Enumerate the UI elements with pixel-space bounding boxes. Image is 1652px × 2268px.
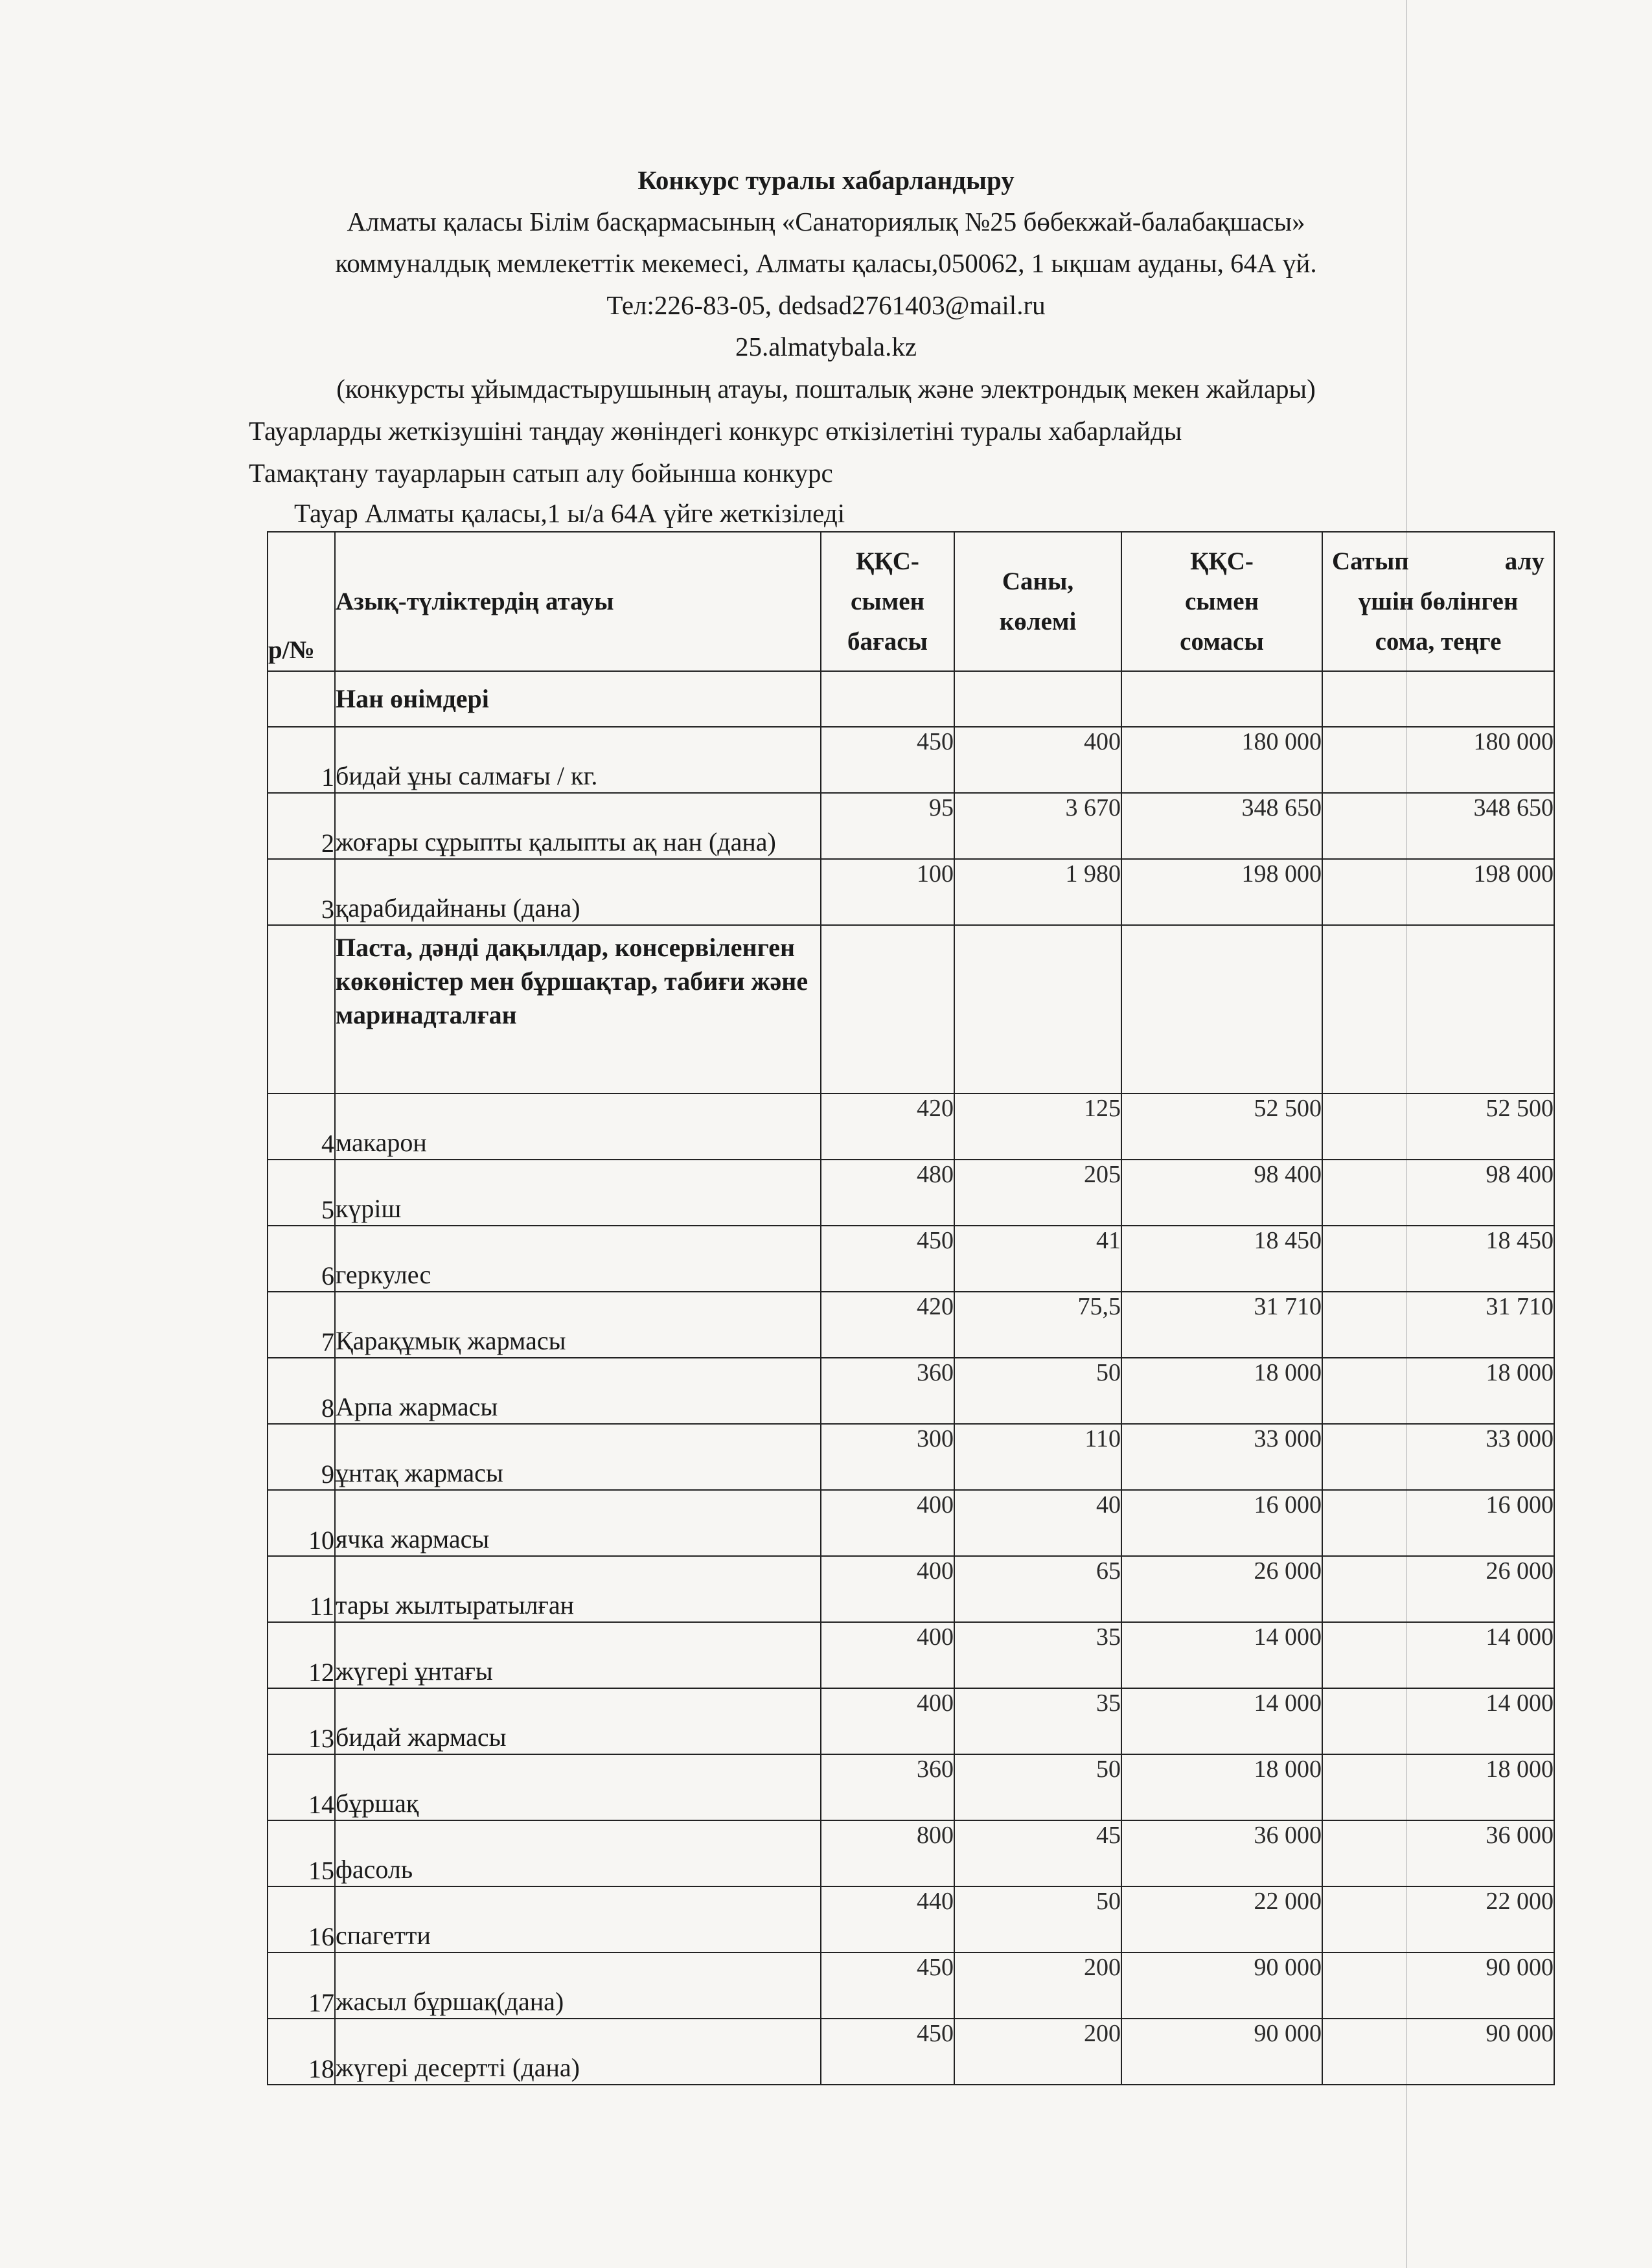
- row-allocated: 22 000: [1322, 1886, 1554, 1953]
- row-sum: 52 500: [1121, 1094, 1322, 1160]
- row-quantity: 41: [954, 1226, 1121, 1292]
- table-row: [268, 1688, 1554, 1754]
- table-row: [268, 2019, 1554, 2085]
- row-price: 400: [821, 1490, 954, 1556]
- row-number: 9: [268, 1424, 335, 1490]
- row-sum: 14 000: [1121, 1688, 1322, 1754]
- row-item-name: жасыл бұршақ(дана): [335, 1953, 821, 2019]
- row-number: 4: [268, 1094, 335, 1160]
- row-item-name: күріш: [335, 1160, 821, 1226]
- group-empty-cell: [1121, 671, 1322, 727]
- row-item-name: тары жылтыратылған: [335, 1556, 821, 1622]
- header-price-l2: сымен: [850, 587, 925, 615]
- row-number: 15: [268, 1820, 335, 1886]
- row-allocated: 14 000: [1322, 1688, 1554, 1754]
- table-row: [268, 1358, 1554, 1424]
- row-price: 800: [821, 1820, 954, 1886]
- table-row: [268, 793, 1554, 859]
- row-quantity: 3 670: [954, 793, 1121, 859]
- row-number: 2: [268, 793, 335, 859]
- group-empty-cell: [1322, 925, 1554, 1094]
- row-item-name: Қарақұмық жармасы: [335, 1292, 821, 1358]
- row-price: 95: [821, 793, 954, 859]
- row-price: 360: [821, 1754, 954, 1820]
- table-row: [268, 1953, 1554, 2019]
- row-price: 450: [821, 2019, 954, 2085]
- group-row: [268, 671, 1554, 727]
- row-quantity: 400: [954, 727, 1121, 793]
- header-alloc-l2: үшін бөлінген: [1358, 587, 1519, 615]
- header-alloc-l1a: Сатып: [1332, 547, 1409, 575]
- row-sum: 16 000: [1121, 1490, 1322, 1556]
- row-quantity: 45: [954, 1820, 1121, 1886]
- group-empty-cell: [954, 925, 1121, 1094]
- row-allocated: 98 400: [1322, 1160, 1554, 1226]
- row-number: 1: [268, 727, 335, 793]
- row-number: 13: [268, 1688, 335, 1754]
- row-price: 400: [821, 1622, 954, 1688]
- header-sum-l3: сомасы: [1180, 627, 1264, 656]
- group-heading: Паста, дәнді дақылдар, консервіленген көкөністер мен бұршақтар, табиғи және маринадталған: [335, 925, 821, 1094]
- group-num-cell: [268, 925, 335, 1094]
- row-number: 7: [268, 1292, 335, 1358]
- table-row: [268, 1160, 1554, 1226]
- header-num: р/№: [268, 532, 335, 671]
- row-sum: 14 000: [1121, 1622, 1322, 1688]
- row-sum: 26 000: [1121, 1556, 1322, 1622]
- group-empty-cell: [1322, 671, 1554, 727]
- header-price: [821, 532, 954, 671]
- row-number: 18: [268, 2019, 335, 2085]
- row-allocated: 18 450: [1322, 1226, 1554, 1292]
- website-line: 25.almatybala.kz: [735, 332, 917, 361]
- row-item-name: фасоль: [335, 1820, 821, 1886]
- group-empty-cell: [954, 671, 1121, 727]
- row-allocated: 33 000: [1322, 1424, 1554, 1490]
- table-row: [268, 1754, 1554, 1820]
- row-number: 12: [268, 1622, 335, 1688]
- table-header-row: [268, 532, 1554, 671]
- table-row: [268, 1226, 1554, 1292]
- group-row: [268, 925, 1554, 1094]
- row-quantity: 75,5: [954, 1292, 1121, 1358]
- row-number: 8: [268, 1358, 335, 1424]
- row-allocated: 180 000: [1322, 727, 1554, 793]
- row-sum: 180 000: [1121, 727, 1322, 793]
- row-price: 360: [821, 1358, 954, 1424]
- row-price: 100: [821, 859, 954, 925]
- row-sum: 33 000: [1121, 1424, 1322, 1490]
- row-sum: 348 650: [1121, 793, 1322, 859]
- row-sum: 18 000: [1121, 1358, 1322, 1424]
- row-item-name: бидай ұны салмағы / кг.: [335, 727, 821, 793]
- row-allocated: 26 000: [1322, 1556, 1554, 1622]
- row-allocated: 16 000: [1322, 1490, 1554, 1556]
- table-row: [268, 1094, 1554, 1160]
- group-empty-cell: [1121, 925, 1322, 1094]
- row-price: 300: [821, 1424, 954, 1490]
- row-item-name: спагетти: [335, 1886, 821, 1953]
- row-item-name: жоғары сұрыпты қалыпты ақ нан (дана): [335, 793, 821, 859]
- header-qty-l1: Саны,: [1002, 567, 1074, 595]
- row-item-name: жүгері десертті (дана): [335, 2019, 821, 2085]
- group-empty-cell: [821, 925, 954, 1094]
- row-sum: 31 710: [1121, 1292, 1322, 1358]
- header-price-l1: ҚҚС-: [856, 547, 919, 575]
- org-address-line: коммуналдық мемлекеттік мекемесі, Алматы қаласы,050062, 1 ықшам ауданы, 64А үй.: [335, 248, 1317, 278]
- row-item-name: макарон: [335, 1094, 821, 1160]
- header-allocated: [1322, 532, 1554, 671]
- document-title: Конкурс туралы хабарландыру: [637, 165, 1015, 195]
- row-allocated: 90 000: [1322, 1953, 1554, 2019]
- row-price: 400: [821, 1556, 954, 1622]
- row-quantity: 50: [954, 1358, 1121, 1424]
- row-price: 450: [821, 1953, 954, 2019]
- row-number: 16: [268, 1886, 335, 1953]
- table-row: [268, 1622, 1554, 1688]
- row-item-name: жүгері ұнтағы: [335, 1622, 821, 1688]
- row-item-name: бұршақ: [335, 1754, 821, 1820]
- row-price: 400: [821, 1688, 954, 1754]
- row-number: 11: [268, 1556, 335, 1622]
- org-name-line: Алматы қаласы Білім басқармасының «Санаториялық №25 бөбекжай-балабақшасы»: [347, 207, 1305, 236]
- table-row: [268, 1424, 1554, 1490]
- header-sum-l2: сымен: [1184, 587, 1259, 615]
- row-allocated: 18 000: [1322, 1754, 1554, 1820]
- row-item-name: Арпа жармасы: [335, 1358, 821, 1424]
- row-price: 420: [821, 1292, 954, 1358]
- table-row: [268, 1886, 1554, 1953]
- row-item-name: ячка жармасы: [335, 1490, 821, 1556]
- row-allocated: 14 000: [1322, 1622, 1554, 1688]
- row-number: 17: [268, 1953, 335, 2019]
- table-row: [268, 1490, 1554, 1556]
- procurement-table: [267, 531, 1555, 2085]
- row-allocated: 36 000: [1322, 1820, 1554, 1886]
- row-quantity: 125: [954, 1094, 1121, 1160]
- row-allocated: 348 650: [1322, 793, 1554, 859]
- row-quantity: 35: [954, 1622, 1121, 1688]
- row-sum: 90 000: [1121, 1953, 1322, 2019]
- row-item-name: геркулес: [335, 1226, 821, 1292]
- table-row: [268, 859, 1554, 925]
- header-alloc-l3: сома, теңге: [1375, 627, 1502, 656]
- row-sum: 98 400: [1121, 1160, 1322, 1226]
- row-quantity: 205: [954, 1160, 1121, 1226]
- row-item-name: қарабидайнаны (дана): [335, 859, 821, 925]
- row-allocated: 31 710: [1322, 1292, 1554, 1358]
- header-name: Азық-түліктердің атауы: [335, 532, 821, 671]
- row-price: 450: [821, 727, 954, 793]
- organizer-note: (конкурсты ұйымдастырушының атауы, пошталық және электрондық мекен жайлары): [336, 374, 1316, 404]
- row-quantity: 35: [954, 1688, 1121, 1754]
- table-row: [268, 1556, 1554, 1622]
- group-empty-cell: [821, 671, 954, 727]
- delivery-line: Тауар Алматы қаласы,1 ы/а 64А үйге жеткізіледі: [294, 498, 845, 528]
- row-price: 480: [821, 1160, 954, 1226]
- row-price: 440: [821, 1886, 954, 1953]
- group-heading: Нан өнімдері: [335, 671, 821, 727]
- header-sum: [1121, 532, 1322, 671]
- row-number: 6: [268, 1226, 335, 1292]
- table-row: [268, 1820, 1554, 1886]
- row-quantity: 50: [954, 1754, 1121, 1820]
- header-sum-l1: ҚҚС-: [1190, 547, 1254, 575]
- row-number: 3: [268, 859, 335, 925]
- competition-subject: Тамақтану тауарларын сатып алу бойынша конкурс: [249, 458, 833, 488]
- row-item-name: ұнтақ жармасы: [335, 1424, 821, 1490]
- header-price-l3: бағасы: [847, 627, 928, 656]
- row-quantity: 50: [954, 1886, 1121, 1953]
- row-allocated: 198 000: [1322, 859, 1554, 925]
- row-quantity: 65: [954, 1556, 1121, 1622]
- row-price: 420: [821, 1094, 954, 1160]
- header-alloc-l1b: алу: [1504, 547, 1544, 575]
- row-number: 14: [268, 1754, 335, 1820]
- row-allocated: 18 000: [1322, 1358, 1554, 1424]
- row-item-name: бидай жармасы: [335, 1688, 821, 1754]
- row-allocated: 90 000: [1322, 2019, 1554, 2085]
- contact-line: Тел:226-83-05, dedsad2761403@mail.ru: [606, 290, 1046, 320]
- header-qty: [954, 532, 1121, 671]
- row-number: 10: [268, 1490, 335, 1556]
- announcement-line: Тауарларды жеткізушіні таңдау жөніндегі конкурс өткізілетіні туралы хабарлайды: [249, 416, 1182, 446]
- row-number: 5: [268, 1160, 335, 1226]
- row-quantity: 1 980: [954, 859, 1121, 925]
- row-quantity: 200: [954, 1953, 1121, 2019]
- row-price: 450: [821, 1226, 954, 1292]
- header-qty-l2: көлемі: [999, 607, 1077, 636]
- row-quantity: 200: [954, 2019, 1121, 2085]
- row-sum: 18 450: [1121, 1226, 1322, 1292]
- row-quantity: 40: [954, 1490, 1121, 1556]
- row-sum: 22 000: [1121, 1886, 1322, 1953]
- row-sum: 90 000: [1121, 2019, 1322, 2085]
- row-allocated: 52 500: [1322, 1094, 1554, 1160]
- table-row: [268, 1292, 1554, 1358]
- table-row: [268, 727, 1554, 793]
- row-quantity: 110: [954, 1424, 1121, 1490]
- row-sum: 198 000: [1121, 859, 1322, 925]
- row-sum: 18 000: [1121, 1754, 1322, 1820]
- row-sum: 36 000: [1121, 1820, 1322, 1886]
- group-num-cell: [268, 671, 335, 727]
